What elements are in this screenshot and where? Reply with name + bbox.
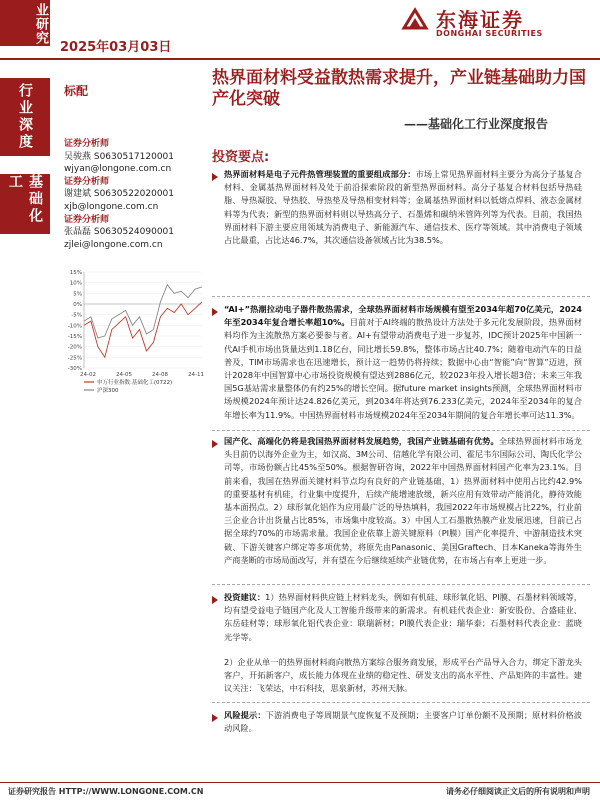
sidebar-tab-chemicals: 基础化工 [0,174,50,234]
chart-y-tick-label: 15% [69,270,82,276]
point-paragraph [224,303,582,422]
chart-legend-label: 沪深300 [97,388,119,394]
footer-divider [0,782,600,783]
point-text: 全球热界面材料市场龙头目前仍以海外企业为主，如汉高、3M公司、信越化学有限公司、霍尼韦尔国际公司、陶氏化学公司等，市场份额占比45%至50%。根据智研咨询，2022年中国热界面材料国产化率为23.1%。目前来看，我国在热界面关键材料节点均有良好的产业链基础，1）热界面材料中使用占比约42.9%的重要基材有机硅，行业集中度提升，后续产能增速放缓，新兴应用有效带动产能消化，静待效能基本面拐点。2）球形氧化铝作为应用最广泛的导热填料，我国2022年市场规模占比22%，行业前三企业合计出货量占比85%，市场集中度较高。3）中国人工石墨散热膜产业发展迅速，目前已占据全球约70%的市场需求量。我国企业依靠上游关键原料（PI膜）国产化率提升、中游制造技术突破、下游关键客户绑定等多项优势，将原先由Panasonic、美国Graftech、日本Kaneka等海外生产商垄断的市场局面改写，并有望在今后继续延续产业链优势，在市场占有率上更进一步。 [224,436,582,565]
donghai-logo [400,4,590,44]
point-paragraph [224,168,582,247]
header-divider [0,58,600,60]
section-divider [212,430,590,431]
chart-series-line [84,302,202,357]
chart-y-tick-label: -15% [67,334,82,340]
point-paragraph [224,435,582,567]
chart-y-tick-label: -10% [67,323,82,330]
chart-y-tick-label: 10% [69,280,82,287]
point-text: 下游消费电子等周期景气度恢复不及预期；主要客户订单份额不及预期；原材料价格波动风险。 [224,710,582,734]
point-bold: 国产化、高端化仍将是我国热界面材料发展趋势，我国产业链基础有优势。 [224,436,499,446]
point-bold: 投资建议： [224,592,266,602]
point-text: 目前对于AI终端的散热设计方法处于多元化发展阶段，热界面材料均作为主流散热方案必要参与者。AI+有望带动消费电子进一步复苏，IDC预计2025年中国新一代AI手机市场出货量达到1.18亿台，同比增长59.8%，整体市场占比40.7%；随着电动汽车的日益普及，TIM市场需求也在迅速增长，预计这一趋势仍将持续；数据中心由“智能”向“智算”迈进，预计2028年中国智算中心市场投资规模有望达到2886亿元，较2023年投入增长超3倍；未来三年我国5G基站需求量整体仍有约25%的增长空间。据future market insights预测，全球热界面材料市场规模2024年预计达24.826亿美元，到2034年将达到76.233亿美元，2024年至2034年的复合年增长率为11.9%。中国热界面材料市场规模2024年至2034年期间的复合年增长率可达11.3%。 [224,317,583,420]
analyst-role: 证券分析师 [64,176,110,187]
footer-disclaimer: 请务必仔细阅读正文后的所有说明和声明 [446,787,590,796]
point-bold: “AI+”热潮拉动电子器件散热需求，全球热界面材料市场规模有望至2034年超70亿美元，2024年至2034年复合增长率超10%。 [224,304,582,328]
chart-x-tick-label: 24-02 [80,372,96,378]
point-text: 1）热界面材料供应链上材料龙头，例如有机硅、球形氧化铝、PI膜、石墨材料领域等，均有望受益电子链国产化及人工智能升级带来的新需求。有机硅代表企业：新安股份、合盛硅业、东岳硅材等；球形氧化铝代表企业：联瑞新材；PI膜代表企业：瑞华泰；石墨材料代表企业：蓝晓光学等。 [224,592,582,642]
analyst-email: xjb@longone.com.cn [64,201,159,212]
bullet-arrow-icon [212,596,220,604]
footer-website: 证券研究报告 HTTP://WWW.LONGONE.COM.CN [8,787,204,796]
chart-y-tick-label: -25% [67,355,82,362]
chart-y-tick-label: 0% [73,302,82,308]
section-divider [212,584,590,585]
bullet-arrow-icon [212,308,220,316]
report-subtitle: ——基础化工行业深度报告 [404,117,549,131]
report-title: 热界面材料受益散热需求提升，产业链基础助力国产化突破 [212,68,586,109]
point-bold: 热界面材料是电子元件热管理装置的重要组成部分： [224,169,416,179]
point-paragraph [224,591,582,644]
rating-label: 标配 [64,84,89,98]
analyst-block [64,176,200,214]
analyst-block [64,138,200,176]
chart-series-line [84,285,202,338]
bullet-arrow-icon [212,173,220,181]
section-divider [212,296,590,297]
point-paragraph [224,656,582,696]
analyst-list [64,138,200,251]
donghai-logo-icon [400,6,430,36]
chart-y-tick-label: -20% [67,344,82,351]
report-date: 2025年03月03日 [60,40,172,55]
chart-x-tick-label: 24-05 [116,372,132,378]
bullet-arrow-icon [212,440,220,448]
chart-legend-label: 申万行业指数:基础化工(0722) [97,380,173,386]
bullet-arrow-icon [212,714,220,722]
logo-english-text: DONGHAI SECURITIES [436,29,543,38]
chart-y-tick-label: -5% [71,312,82,319]
report-type-tab: 业研究 [0,0,50,46]
chart-x-tick-label: 24-11 [188,372,204,378]
analyst-name: 谢建斌 S0630522020001 [64,189,175,200]
chart-y-tick-label: -30% [67,366,82,372]
analyst-role: 证券分析师 [64,214,110,225]
point-paragraph [224,709,582,735]
analyst-block [64,214,200,252]
point-bold: 风险提示： [224,710,266,720]
section-divider [212,702,590,703]
analyst-name: 张晶磊 S0630524090001 [64,227,175,238]
performance-chart [60,268,206,398]
analyst-email: wjyan@longone.com.cn [64,164,172,175]
logo-chinese-text: 东海证券 [436,8,524,32]
analyst-email: zjlei@longone.com.cn [64,239,163,250]
point-text: 市场上常见热界面材料主要分为高分子基复合材料、金属基热界面材料及处于前沿探索阶段的新型热界面材料。高分子基复合材料包括导热硅脂、导热凝胶、导热胶、导热垫及导热相变材料等；金属基热界面材料以低熔点焊料、液态金属材料等为代表；新型的热界面材料则以导热高分子、石墨烯和碳纳米管阵列等为代表。目前，我国热界面材料下游主要应用领域为消费电子、新能源汽车、通信技术、医疗等领域。其中消费电子领域占比最重，占比达46.7%，其次通信设备领域占比为38.5%。 [224,169,582,246]
analyst-role: 证券分析师 [64,139,110,149]
sidebar-tab-industry-depth: 行业深度 [0,78,50,156]
analyst-name: 吴骏燕 S0630517120001 [64,151,175,162]
point-text: 2）企业从单一的热界面材料商向散热方案综合服务商发展，形成平台产品导入合力，绑定下游龙头客户，开拓新客户，成长能力体现在业绩的稳定性、研发支出的高水平性、产品矩阵的丰富性。建议关注：飞荣达，中石科技，思泉新材，苏州天脉。 [224,657,582,694]
chart-x-tick-label: 24-08 [152,372,168,378]
chart-y-tick-label: 5% [73,291,82,298]
investment-points-heading: 投资要点: [212,150,270,165]
